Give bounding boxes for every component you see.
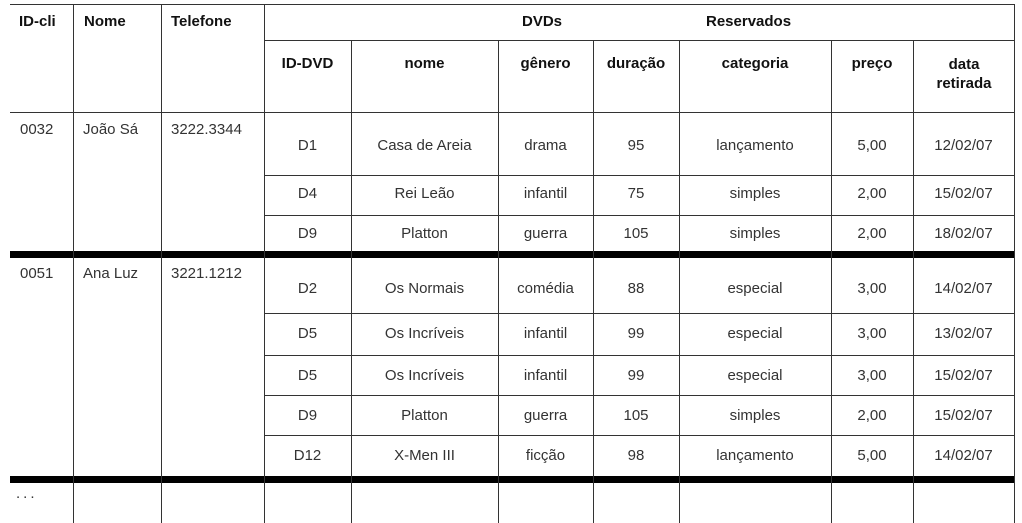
subheader-data-retirada: data retirada [936, 56, 992, 92]
header-telefone: Telefone [171, 13, 232, 30]
dvd-data-retirada: 15/02/07 [934, 185, 993, 202]
client-phone: 3222.3344 [171, 121, 242, 138]
dvd-id: D12 [293, 447, 322, 464]
dvd-duracao: 88 [627, 280, 645, 297]
dvd-duracao: 105 [623, 225, 649, 242]
dvd-preco: 2,00 [857, 407, 887, 424]
subheader-id-dvd: ID-DVD [281, 55, 334, 72]
dvd-duracao: 75 [627, 185, 645, 202]
dvd-preco: 3,00 [857, 367, 887, 384]
dvd-genero: drama [524, 137, 567, 154]
dvd-genero: infantil [523, 185, 568, 202]
row-divider [264, 313, 1014, 314]
subheader-nome: nome [404, 55, 445, 72]
col-line [73, 4, 74, 523]
dvd-categoria: especial [727, 367, 783, 384]
dvd-genero: infantil [523, 367, 568, 384]
dvd-nome: Os Normais [384, 280, 465, 297]
dvd-categoria: simples [729, 185, 781, 202]
dvd-id: D5 [297, 325, 318, 342]
header-group-reservados: Reservados [706, 13, 792, 30]
dvd-categoria: lançamento [716, 447, 794, 464]
row-divider [264, 395, 1014, 396]
dvd-duracao: 95 [627, 137, 645, 154]
dvd-data-retirada: 15/02/07 [934, 407, 993, 424]
dvd-preco: 2,00 [857, 225, 887, 242]
row-divider [264, 355, 1014, 356]
dvd-data-retirada: 14/02/07 [934, 447, 993, 464]
dvd-genero: comédia [517, 280, 574, 297]
row-divider [264, 435, 1014, 436]
col-line [161, 4, 162, 523]
dvd-nome: Os Incríveis [384, 325, 465, 342]
header-nome: Nome [84, 13, 126, 30]
dvd-data-retirada: 14/02/07 [934, 280, 993, 297]
dvd-genero: guerra [523, 225, 568, 242]
subheader-categoria: categoria [721, 55, 789, 72]
dvd-preco: 3,00 [857, 280, 887, 297]
dvd-genero: ficção [525, 447, 566, 464]
dvd-data-retirada: 15/02/07 [934, 367, 993, 384]
subheader-duracao: duração [606, 55, 666, 72]
dvd-nome: Platton [401, 407, 448, 424]
client-phone: 3221.1212 [171, 265, 242, 282]
header-id-cli: ID-cli [19, 13, 56, 30]
row-divider [264, 175, 1014, 176]
dvd-nome: Os Incríveis [384, 367, 465, 384]
continuation-ellipsis: ... [16, 485, 38, 502]
dvd-data-retirada: 12/02/07 [934, 137, 993, 154]
subheader-preco: preço [851, 55, 893, 72]
dvd-categoria: especial [727, 325, 783, 342]
header-group-dvds: DVDs [522, 13, 563, 30]
dvd-id: D9 [297, 225, 318, 242]
client-id: 0051 [20, 265, 54, 282]
dvd-preco: 2,00 [857, 185, 887, 202]
col-line [264, 4, 265, 523]
dvd-nome: Platton [401, 225, 448, 242]
client-id: 0032 [20, 121, 54, 138]
dvd-preco: 5,00 [857, 137, 887, 154]
dvd-id: D1 [297, 137, 318, 154]
dvd-duracao: 99 [627, 325, 645, 342]
client-name: Ana Luz [83, 265, 139, 282]
dvd-categoria: especial [727, 280, 783, 297]
dvd-id: D2 [297, 280, 318, 297]
dvd-nome: Rei Leão [394, 185, 455, 202]
dvd-preco: 3,00 [857, 325, 887, 342]
dvd-duracao: 98 [627, 447, 645, 464]
dvd-data-retirada: 18/02/07 [934, 225, 993, 242]
dvd-categoria: lançamento [716, 137, 794, 154]
group-header-divider [264, 40, 1014, 41]
dvd-genero: infantil [523, 325, 568, 342]
dvd-preco: 5,00 [857, 447, 887, 464]
col-line [1014, 4, 1015, 523]
dvd-duracao: 105 [623, 407, 649, 424]
dvd-nome: Casa de Areia [377, 137, 472, 154]
dvd-nome: X-Men III [394, 447, 455, 464]
dvd-genero: guerra [523, 407, 568, 424]
dvd-categoria: simples [729, 407, 781, 424]
dvd-id: D9 [297, 407, 318, 424]
dvd-data-retirada: 13/02/07 [934, 325, 993, 342]
row-divider [264, 215, 1014, 216]
client-name: João Sá [83, 121, 139, 138]
dvd-id: D4 [297, 185, 318, 202]
subheader-genero: gênero [520, 55, 571, 72]
dvd-duracao: 99 [627, 367, 645, 384]
dvd-categoria: simples [729, 225, 781, 242]
dvd-id: D5 [297, 367, 318, 384]
